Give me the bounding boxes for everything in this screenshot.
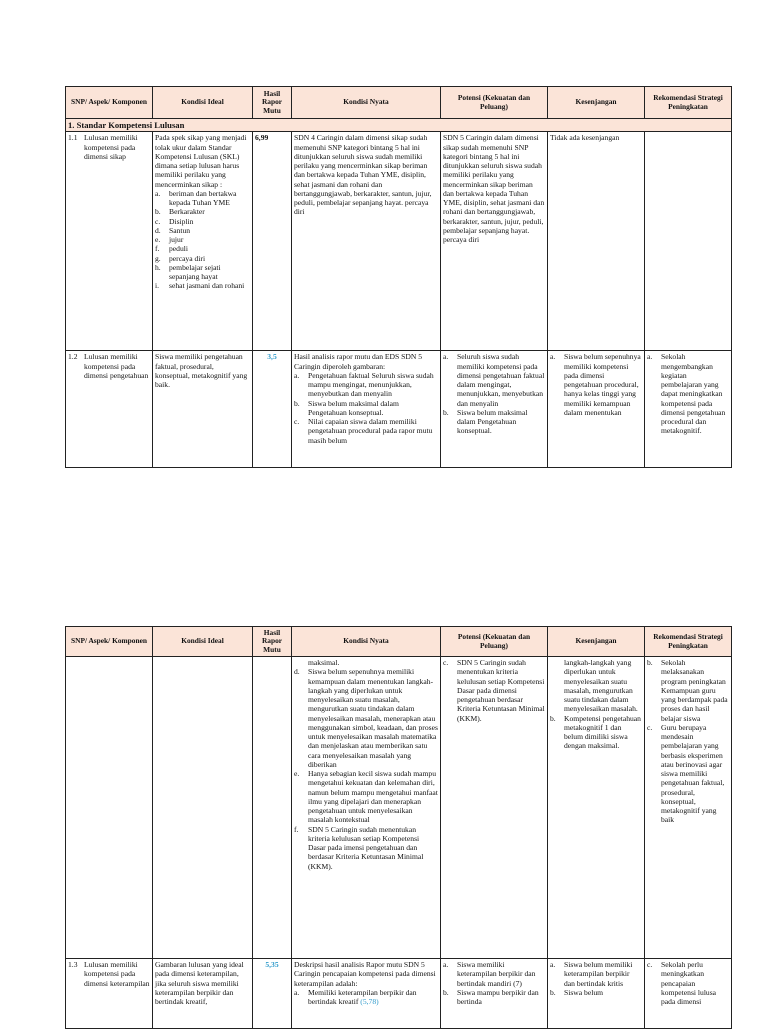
ideal-intro: Pada spek sikap yang menjadi tolak ukur dalam Standar Kompetensi Lulusan (SKL) dimana setiap lulusan harus memiliki perilaku yang mencerminkan sikap : (155, 133, 247, 189)
header-gap: Kesenjangan (548, 627, 645, 657)
list-item-text: Siswa belum sepenuhnya memiliki kemampuan dalam menentukan langkah-langkah yang diperlukan untuk menyelesaikan suatu masalah, mengurutkan suatu tindakan dalam menyelesaikan masalah, menerapkan atau menggunakan simbol, keadaan, dan proses untuk menyelesaikan masalah matematika dan menjelaskan atau memberikan satu cara menyelesaikan masalah yang diberikan (308, 667, 438, 769)
list-marker: b. (647, 658, 653, 667)
list-item-text: Siswa mampu berpikir dan bertinda (457, 987, 539, 1006)
recommendation-cell (645, 657, 732, 959)
list-marker: a. (294, 370, 300, 380)
list-marker: b. (155, 207, 161, 217)
list-item-text: Siswa belum maksimal dalam Pengetahuan konseptual. (308, 398, 399, 417)
list-item (294, 399, 438, 418)
list-marker: b. (443, 987, 449, 997)
header-ideal: Kondisi Ideal (153, 627, 253, 657)
list-item-text: beriman dan bertakwa kepada Tuhan YME (169, 188, 237, 208)
aspect-text: Lulusan memiliki kompetensi pada dimensi sikap (84, 133, 138, 161)
list-item-text: Pengetahuan faktual Seluruh siswa sudah mampu mengingat, menunjukkan, menyebutkan dan menyalin (308, 370, 434, 399)
potential-list (443, 658, 545, 723)
table-header-row (66, 627, 732, 657)
list-item (294, 371, 438, 399)
real-continued-text: maksimal. (308, 658, 340, 667)
score-cell: 5,35 (253, 959, 292, 1029)
list-marker: a. (443, 960, 449, 969)
ideal-cell: Siswa memiliki pengetahuan faktual, prosedural, konseptual, metakognitif yang baik. (153, 351, 253, 468)
list-item (155, 207, 250, 216)
table-row (66, 657, 732, 959)
list-item (155, 263, 250, 282)
list-item-text: pembelajar sejati sepanjang hayat (169, 262, 221, 282)
table-row (66, 132, 732, 351)
list-marker: i. (155, 281, 160, 291)
list-marker: e. (155, 235, 161, 245)
list-marker: c. (294, 417, 300, 427)
list-marker: g. (155, 253, 161, 263)
real-cell: SDN 4 Caringin dalam dimensi sikap sudah memenuhi SNP kategori bintang 5 hal ini ditunjukkan seluruh siswa sudah memiliki perilaku yang mencerminkan sikap beriman dan bertakwa kepada Tuhan YME, disiplin, sehat jasmani dan rohani dan bertanggungjawab, berkarakter, santun, jujur, peduli, pembelajar sepanjang hayat. percaya diri (292, 132, 441, 351)
list-item-text: Sekolah perlu meningkatkan pencapaian kompetensi lulusa pada dimensi (661, 960, 717, 1006)
ideal-list (155, 189, 250, 291)
header-recommendation: Rekomendasi Strategi Peningkatan (645, 627, 732, 657)
real-item-text: Memiliki keterampilan berpikir dan bertindak kreatif (308, 987, 417, 1006)
list-item (443, 352, 545, 408)
recommendation-cell (645, 351, 732, 468)
list-item (155, 281, 250, 290)
ideal-cell: Gambaran lulusan yang ideal pada dimensi keterampilan, jika seluruh siswa memiliki keterampilan berpikir dan bertindak kreatif, (153, 959, 253, 1029)
row-id: 1.1 (68, 133, 78, 143)
score-cell: 3,5 (253, 351, 292, 468)
recommendation-cell (645, 959, 732, 1029)
list-item-text: Siswa belum (564, 987, 604, 997)
list-marker: e. (294, 769, 300, 778)
row-id: 1.3 (68, 960, 78, 969)
list-item (647, 658, 729, 723)
gap-cell (548, 959, 645, 1029)
potential-cell (441, 959, 548, 1029)
list-item-text: jujur (169, 235, 184, 245)
header-score: Hasil Rapor Mutu (253, 627, 292, 657)
score-cell: 6,99 (253, 132, 292, 351)
list-item (443, 658, 545, 723)
header-recommendation: Rekomendasi Strategi Peningkatan (645, 87, 732, 119)
list-marker: b. (294, 398, 300, 408)
list-item-text: Santun (169, 225, 191, 235)
row-id: 1.2 (68, 352, 78, 362)
header-score: Hasil Rapor Mutu (253, 87, 292, 119)
list-item-text: sehat jasmani dan rohani (169, 281, 245, 291)
list-item (294, 825, 438, 871)
table-row (66, 351, 732, 468)
list-item (647, 960, 729, 1006)
table-header-row (66, 87, 732, 119)
recommendation-list (647, 658, 729, 825)
section-title: 1. Standar Kompetensi Lulusan (66, 119, 732, 132)
ideal-cell (153, 132, 253, 351)
list-item (443, 408, 545, 436)
list-marker: c. (155, 216, 161, 226)
list-item-text: Seluruh siswa sudah memiliki kompetensi pada dimensi pengetahuan faktual dalam mengingat, menunjukkan, menyebutkan dan menyalin (457, 352, 545, 408)
list-item (550, 352, 642, 417)
header-potential: Potensi (Kekuatan dan Peluang) (441, 627, 548, 657)
list-item (294, 667, 438, 769)
recommendation-cell (645, 132, 732, 351)
aspect-text: Lulusan memiliki kompetensi pada dimensi keterampilan (84, 960, 150, 988)
header-gap: Kesenjangan (548, 87, 645, 119)
list-item-text: Guru berupaya mendesain pembelajaran yang berbasis eksperimen atau berinovasi agar siswa memiliki pengetahuan faktual, prosedural, konseptual, metakognitif yang baik (661, 722, 725, 825)
potential-list (443, 960, 545, 1006)
gap-list (550, 714, 642, 751)
aspect-cell (66, 959, 153, 1029)
list-marker: c. (647, 960, 653, 969)
gap-cell: Tidak ada kesenjangan (548, 132, 645, 351)
list-item (294, 769, 438, 825)
real-cell (292, 959, 441, 1029)
list-marker: f. (294, 824, 299, 834)
real-list (294, 988, 438, 1007)
real-intro: Deskripsi hasil analisis Rapor mutu SDN 5 Caringin pencapaian kompetensi pada dimensi keterampilan adalah: (294, 960, 436, 988)
list-item (550, 960, 642, 988)
header-real: Kondisi Nyata (292, 87, 441, 119)
list-item-text: percaya diri (169, 253, 206, 263)
gap-cell (548, 657, 645, 959)
list-item (443, 988, 545, 1007)
list-item-text: Kompetensi pengetahuan metakognitif 1 dan belum dimiliki siswa dengan maksimal. (564, 713, 641, 751)
list-item (155, 226, 250, 235)
aspect-cell (66, 351, 153, 468)
list-item-text: Siswa belum sepenuhnya memiliki kompetensi pada dimensi pengetahuan procedural, hanya kelas tinggi yang memiliki kemampuan dalam menentukan (564, 352, 641, 417)
list-item (155, 244, 250, 253)
list-item (550, 714, 642, 751)
list-marker: a. (443, 352, 449, 362)
snp-table-2 (65, 626, 732, 1029)
list-item (647, 723, 729, 825)
real-list (294, 371, 438, 445)
list-item (155, 254, 250, 263)
header-snp: SNP/ Aspek/ Komponen (66, 627, 153, 657)
list-item (294, 417, 438, 445)
table-row (66, 959, 732, 1029)
gap-cell (548, 351, 645, 468)
list-marker: c. (443, 658, 449, 667)
list-item-text: Siswa belum maksimal dalam Pengetahuan konseptual. (457, 407, 528, 436)
gap-continued-text: langkah-langkah yang diperlukan untuk menyelesaikan suatu masalah, mengurutkan suatu tindakan dalam menyelesaikan masalah. (564, 658, 638, 714)
header-snp: SNP/ Aspek/ Komponen (66, 87, 153, 119)
list-item-text: SDN 5 Caringin sudah menentukan kriteria kelulusan setiap Kompetensi Dasar pada dimensi pengetahuan berdasar Kriteria Ketuntasan Minimal (KKM). (457, 658, 545, 723)
list-item-text: peduli (169, 244, 188, 254)
list-item-text: Nilai capaian siswa dalam memiliki pengetahuan procedural pada rapor mutu masih belum (308, 417, 433, 445)
list-marker: c. (647, 722, 653, 732)
potential-cell (441, 351, 548, 468)
list-item-text: Siswa memiliki keterampilan berpikir dan bertindak mandiri (7) (457, 960, 536, 988)
real-intro: Hasil analisis rapor mutu dan EDS SDN 5 Caringin diperoleh gambaran: (294, 352, 423, 371)
real-list (294, 667, 438, 871)
recommendation-list (647, 352, 729, 435)
list-marker: a. (155, 188, 161, 198)
real-cell (292, 351, 441, 468)
list-item (443, 960, 545, 988)
list-item-text: Berkarakter (169, 207, 205, 217)
list-marker: b. (550, 713, 556, 723)
list-item: a. Memiliki keterampilan berpikir dan bertindak kreatif (5,78) (294, 987, 417, 1006)
gap-list (550, 960, 642, 997)
header-potential: Potensi (Kekuatan dan Peluang) (441, 87, 548, 119)
list-marker: d. (155, 225, 161, 235)
header-ideal: Kondisi Ideal (153, 87, 253, 119)
score-cell (253, 657, 292, 959)
ideal-cell (153, 657, 253, 959)
aspect-cell (66, 657, 153, 959)
section-row (66, 119, 732, 132)
list-marker: a. (550, 960, 556, 969)
list-item-text: SDN 5 Caringin sudah menentukan kriteria kelulusan setiap Kompetensi Dasar pada imensi pengetahuan dan berdasar Kriteria Ketuntasan Minimal (KKM). (308, 824, 424, 871)
list-marker: b. (443, 407, 449, 417)
list-marker: b. (550, 987, 556, 997)
list-marker: a. (647, 352, 653, 362)
list-marker: h. (155, 262, 161, 272)
real-item-score: (5,78) (360, 997, 379, 1006)
list-item-text: Hanya sebagian kecil siswa sudah mampu mengetahui kekuatan dan kelemahan diri, namun belum mampu mengetahui manfaat ilmu yang dipelajari dan menerapkan pengetahuan untuk menyelesaikan masalah kontekstual (308, 769, 438, 825)
snp-table-1 (65, 86, 732, 468)
list-item-text: Sekolah mengembangkan kegiatan pembelajaran yang dapat meningkatkan kompetensi pada dimensi pengetahuan procedural dan metakognitif. (661, 352, 726, 436)
list-item (550, 988, 642, 997)
list-item (155, 235, 250, 244)
list-marker: f. (155, 244, 160, 254)
aspect-text: Lulusan memiliki kompetensi pada dimensi pengetahuan (84, 352, 149, 380)
recommendation-list (647, 960, 729, 1006)
list-item (155, 189, 250, 208)
potential-cell (441, 657, 548, 959)
aspect-cell (66, 132, 153, 351)
list-marker: a. (550, 352, 556, 362)
list-item-text: Sekolah melaksanakan program peningkatan Kemampuan guru yang berdampak pada proses dan hasil belajar siswa (661, 658, 728, 723)
list-item-text: Disiplin (169, 216, 194, 226)
list-item (155, 217, 250, 226)
list-item-text: Siswa belum memiliki keterampilan berpikir dan bertindak kritis (564, 960, 633, 988)
header-real: Kondisi Nyata (292, 627, 441, 657)
list-item (647, 352, 729, 435)
potential-cell: SDN 5 Caringin dalam dimensi sikap sudah memenuhi SNP kategori bintang 5 hal ini ditunjukkan seluruh siswa sudah memiliki perilaku yang mencerminkan sikap beriman dan bertakwa kepada Tuhan YME, disiplin, sehat jasmani dan rohani dan bertanggungjawab, berkarakter, santun, jujur, peduli, pembelajar sepanjang hayat. percaya diri (441, 132, 548, 351)
gap-list (550, 352, 642, 417)
potential-list (443, 352, 545, 435)
list-marker: d. (294, 667, 300, 677)
real-cell (292, 657, 441, 959)
